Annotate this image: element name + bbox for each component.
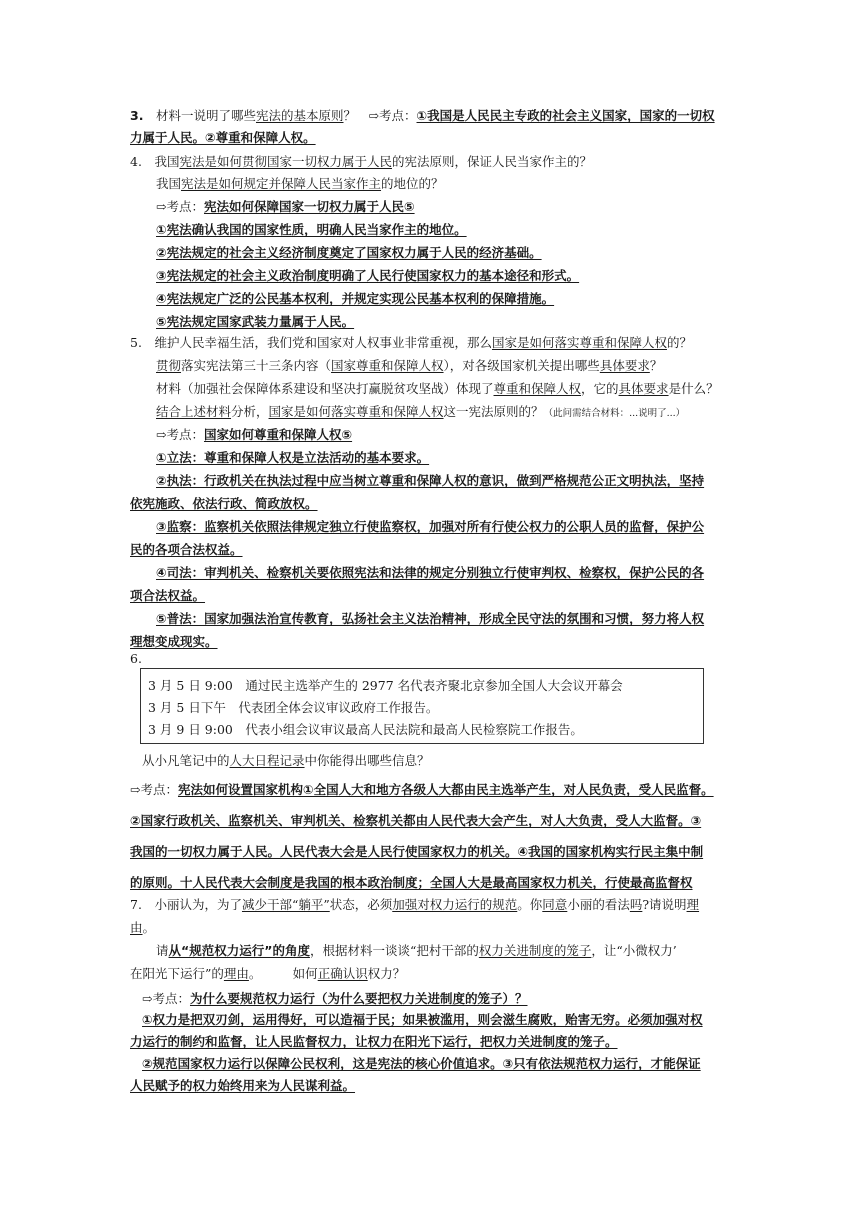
q5-item-1: ①立法：尊重和保障人权是立法活动的基本要求。 [156,450,430,465]
q6-question: 从小凡笔记中的人大日程记录中你能得出哪些信息？ [142,753,430,768]
q7-answer-2: 力运行的制约和监督，让人民监督权力，让权力在阳光下运行，把权力关进制度的笼子。 [130,1034,618,1049]
q6-answer-4: 的原则。十人民代表大会制度是我国的根本政治制度；全国人大是最高国家权力机关，行使最高监督权 [130,875,693,890]
q7-line-4: 在阳光下运行”的理由。 如何正确认识权力？ [130,966,406,981]
q6-number: 6. [130,651,142,666]
schedule-entry-1: 3 月 5 日 9:00 通过民主选举产生的 2977 名代表齐聚北京参加全国人大会议开幕会 [148,678,623,693]
q5-line-1: 5. 维护人民幸福生活，我们党和国家对人权事业非常重视，那么国家是如何落实尊重和保障人权的？ [130,335,692,350]
q7-point: ⇨考点：为什么要规范权力运行（为什么要把权力关进制度的笼子）？ [142,991,528,1006]
q5-item-4b: 项合法权益。 [130,588,206,603]
q6-answer-2: ②国家行政机关、监察机关、审判机关、检察机关都由人民代表大会产生，对人大负责，受人大监督。③ [130,813,702,828]
q5-item-5a: ⑤普法：国家加强法治宣传教育，弘扬社会主义法治精神，形成全民守法的氛围和习惯，努力将人权 [156,611,705,626]
q7-line-1: 7. 小丽认为，为了减少干部“躺平”状态，必须加强对权力运行的规范。你同意小丽的看法吗?请说明理 [130,897,700,912]
q7-answer-4: 人民赋予的权力始终用来为人民谋利益。 [130,1078,356,1093]
q5-item-3b: 民的各项合法权益。 [130,542,243,557]
q4-item-2: ②宪法规定的社会主义经济制度奠定了国家权力属于人民的经济基础。 [156,245,542,260]
q7-answer-1: ①权力是把双刃剑，运用得好，可以造福于民；如果被滥用，则会滋生腐败，贻害无穷。必须加强对权 [142,1012,703,1027]
q4-item-5: ⑤宪法规定国家武装力量属于人民。 [156,314,355,329]
q4-line-2: 我国宪法是如何规定并保障人民当家作主的地位的？ [156,176,444,191]
q5-item-4a: ④司法：审判机关、检察机关要依照宪法和法律的规定分别独立行使审判权、检察权，保护公民的各 [156,565,705,580]
q6-point-line: ⇨考点：宪法如何设置国家机构①全国人大和地方各级人大都由民主选举产生，对人民负责，受人民监督。 [130,782,714,797]
q5-item-5b: 理想变成现实。 [130,634,218,649]
schedule-entry-2: 3 月 5 日下午 代表团全体会议审议政府工作报告。 [148,700,439,715]
q6-answer-3: 我国的一切权力属于人民。人民代表大会是人民行使国家权力的机关。④我国的国家机构实行民主集中制 [130,844,704,859]
schedule-entry-3: 3 月 9 日 9:00 代表小组会议审议最高人民法院和最高人民检察院工作报告。 [148,722,583,737]
q3-answer-2: 力属于人民。②尊重和保障人权。 [130,130,316,145]
q7-answer-3: ②规范国家权力运行以保障公民权利，这是宪法的核心价值追求。③只有依法规范权力运行，才能保证 [142,1056,701,1071]
q4-item-4: ④宪法规定广泛的公民基本权利，并规定实现公民基本权利的保障措施。 [156,291,555,306]
q5-item-3a: ③监察：监察机关依照法律规定独立行使监察权，加强对所有行使公权力的公职人员的监督，保护公 [156,519,705,534]
q4-line-1: 4. 我国宪法是如何贯彻国家一切权力属于人民的宪法原则，保证人民当家作主的？ [130,154,592,169]
q5-line-3: 材料（加强社会保障体系建设和坚决打赢脱贫攻坚战）体现了尊重和保障人权，它的具体要求是什么？ [156,381,719,396]
q5-line-4: 结合上述材料分析，国家是如何落实尊重和保障人权这一宪法原则的？（此问需结合材料：...说明了...） [156,404,686,419]
q4-point: ⇨考点：宪法如何保障国家一切权力属于人民⑤ [156,199,415,214]
q5-item-2b: 依宪施政、依法行政、简政放权。 [130,496,318,511]
q5-line-2: 贯彻落实宪法第三十三条内容（国家尊重和保障人权），对各级国家机关提出哪些具体要求？ [156,358,663,373]
q5-item-2a: ②执法：行政机关在执法过程中应当树立尊重和保障人权的意识，做到严格规范公正文明执法，坚持 [156,473,705,488]
q4-item-1: ①宪法确认我国的国家性质，明确人民当家作主的地位。 [156,222,467,237]
q7-line-3: 请从“规范权力运行”的角度，根据材料一谈谈“把村干部的权力关进制度的笼子，让“小微权力’ [156,943,677,958]
q7-line-2: 由。 [130,920,156,935]
q5-point: ⇨考点：国家如何尊重和保障人权⑤ [156,427,353,442]
q3-line-1: 3. 材料一说明了哪些宪法的基本原则？ ⇨考点：①我国是人民民主专政的社会主义国家，国家的一切权 [130,108,715,123]
q4-item-3: ③宪法规定的社会主义政治制度明确了人民行使国家权力的基本途径和形式。 [156,268,580,283]
